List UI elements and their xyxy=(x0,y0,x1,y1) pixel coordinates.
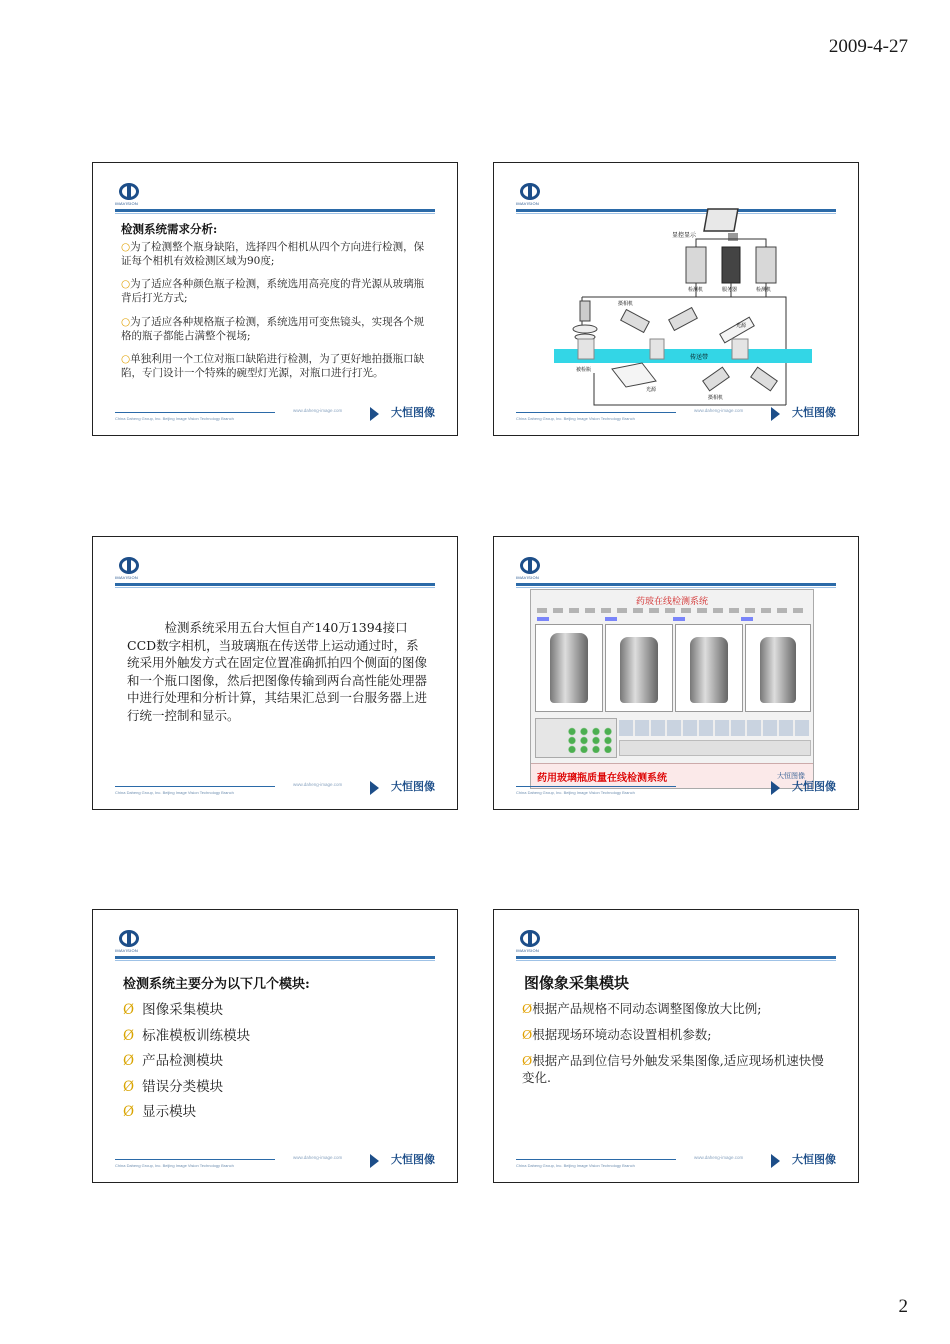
arrow-icon xyxy=(370,1154,379,1168)
diagram-label: 显控显示 xyxy=(672,232,697,239)
bullet-item: ○为了适应各种规格瓶子检测，系统选用可变焦镜头，实现各个规格的瓶子都能占满整个视场; xyxy=(121,316,425,342)
arrow-icon xyxy=(771,1154,780,1168)
bullet-item: ○为了检测整个瓶身缺陷，选择四个相机从四个方向进行检测，保证每个相机有效检测区域为90度; xyxy=(121,241,425,267)
footer-brand: 大恒图像 xyxy=(792,780,836,793)
toolbar xyxy=(619,720,809,736)
module-list xyxy=(123,998,250,1126)
description-paragraph: 检测系统采用五台大恒自产140万1394接口CCD数字相机，当玻璃瓶在传送带上运动通过时，系统采用外触发方式在固定位置准确抓拍四个侧面的图像和一个瓶口图像，然后把图像传输到两台高性能处理器中进行处理和分析计算，其结果汇总到一台服务器上进行统一控制和显示。 xyxy=(127,620,428,723)
bullet-item: Ø根据产品到位信号外触发采集图像,适应现场机速快慢变化. xyxy=(522,1053,824,1085)
footer-brand: 大恒图像 xyxy=(792,1153,836,1166)
diagram-label: 光源 xyxy=(736,323,747,329)
empty-set-bullet-icon: Ø xyxy=(123,1002,135,1018)
diagram-label: 服务器 xyxy=(722,287,738,293)
footer-url: www.daheng-image.com xyxy=(293,408,343,413)
circle-bullet-icon: ○ xyxy=(121,316,131,328)
list-item: Ø 产品检测模块 xyxy=(123,1053,224,1069)
list-item: Ø 显示模块 xyxy=(123,1104,197,1120)
footer-company: China Daheng Group, Inc. Beijing Image Vision Technology Branch xyxy=(516,416,635,421)
slide-2 xyxy=(493,162,859,436)
slide-title: 图像象采集模块 xyxy=(524,974,630,992)
page-number: 2 xyxy=(898,1296,908,1317)
imavision-logo: IMAVISION xyxy=(516,183,550,207)
diagram-label: 被检瓶 xyxy=(576,367,592,373)
footer-company: China Daheng Group, Inc. Beijing Image Vision Technology Branch xyxy=(115,416,234,421)
diagram-label: 光源 xyxy=(646,387,657,393)
empty-set-bullet-icon: Ø xyxy=(522,1027,533,1042)
software-screenshot xyxy=(530,589,814,789)
circle-bullet-icon: ○ xyxy=(121,241,131,253)
arrow-icon xyxy=(771,781,780,795)
imavision-logo: IMAVISION xyxy=(516,930,550,954)
slide-title: 检测系统主要分为以下几个模块: xyxy=(123,977,310,992)
slide-1 xyxy=(92,162,458,436)
diagram-label: 检测机 xyxy=(756,287,772,293)
diagram-label: 摄相机 xyxy=(618,301,634,307)
footer-brand: 大恒图像 xyxy=(391,1153,435,1166)
imavision-logo: IMAVISION xyxy=(115,930,149,954)
footer-brand: 大恒图像 xyxy=(391,406,435,419)
diagram-label: 传送带 xyxy=(690,354,709,361)
bullet-item: Ø根据产品规格不同动态调整图像放大比例; xyxy=(522,1001,762,1016)
footer-company: China Daheng Group, Inc. Beijing Image Vision Technology Branch xyxy=(516,790,635,795)
diagram-label: 摄相机 xyxy=(708,395,724,401)
banner-text: 药用玻璃瓶质量在线检测系统 xyxy=(537,773,667,784)
banner-logo: 大恒图像 xyxy=(777,772,805,780)
circle-bullet-icon: ○ xyxy=(121,278,131,290)
imavision-logo: IMAVISION xyxy=(115,183,149,207)
system-diagram xyxy=(494,163,858,435)
bottle-view xyxy=(535,624,603,712)
slide-3 xyxy=(92,536,458,810)
footer-url: www.daheng-image.com xyxy=(694,408,744,413)
footer-company: China Daheng Group, Inc. Beijing Image Vision Technology Branch xyxy=(115,1163,234,1168)
list-item: Ø 错误分类模块 xyxy=(123,1078,224,1095)
bottle-view xyxy=(605,624,673,712)
bullet-item: ○单独利用一个工位对瓶口缺陷进行检测，为了更好地拍摄瓶口缺陷，专门设计一个特殊的碗型灯光源，对瓶口进行打光。 xyxy=(121,353,425,379)
arrow-icon xyxy=(370,781,379,795)
bottle-view xyxy=(675,624,743,712)
empty-set-bullet-icon: Ø xyxy=(522,1053,533,1068)
empty-set-bullet-icon: Ø xyxy=(522,1001,533,1016)
arrow-icon xyxy=(771,407,780,421)
footer-brand: 大恒图像 xyxy=(792,406,836,419)
bottle-view xyxy=(745,624,811,712)
list-item: Ø 图像采集模块 xyxy=(123,1002,224,1018)
empty-set-bullet-icon: Ø xyxy=(123,1104,135,1120)
footer-company: China Daheng Group, Inc. Beijing Image Vision Technology Branch xyxy=(516,1163,635,1168)
footer-url: www.daheng-image.com xyxy=(293,1155,343,1160)
slide-4 xyxy=(493,536,859,810)
footer-company: China Daheng Group, Inc. Beijing Image Vision Technology Branch xyxy=(115,790,234,795)
slide-6 xyxy=(493,909,859,1183)
imavision-logo: IMAVISION xyxy=(115,557,149,581)
slide-5 xyxy=(92,909,458,1183)
bullet-item: ○为了适应各种颜色瓶子检测，系统选用高亮度的背光源从玻璃瓶背后打光方式; xyxy=(121,278,425,304)
arrow-icon xyxy=(370,407,379,421)
screen-title: 药玻在线检测系统 xyxy=(635,597,708,607)
status-panel xyxy=(535,718,617,758)
imavision-logo: IMAVISION xyxy=(516,557,550,581)
footer-url: www.daheng-image.com xyxy=(293,782,343,787)
slide-title: 检测系统需求分析: xyxy=(121,222,218,236)
empty-set-bullet-icon: Ø xyxy=(123,1053,135,1069)
list-item: Ø 标准模板训练模块 xyxy=(123,1027,251,1044)
footer-brand: 大恒图像 xyxy=(391,780,435,793)
empty-set-bullet-icon: Ø xyxy=(123,1078,135,1095)
footer-url: www.daheng-image.com xyxy=(694,1155,744,1160)
page-date: 2009-4-27 xyxy=(828,36,908,57)
empty-set-bullet-icon: Ø xyxy=(123,1027,135,1044)
diagram-label: 检测机 xyxy=(688,287,704,293)
circle-bullet-icon: ○ xyxy=(121,353,131,365)
bullet-item: Ø根据现场环境动态设置相机参数; xyxy=(522,1027,712,1042)
